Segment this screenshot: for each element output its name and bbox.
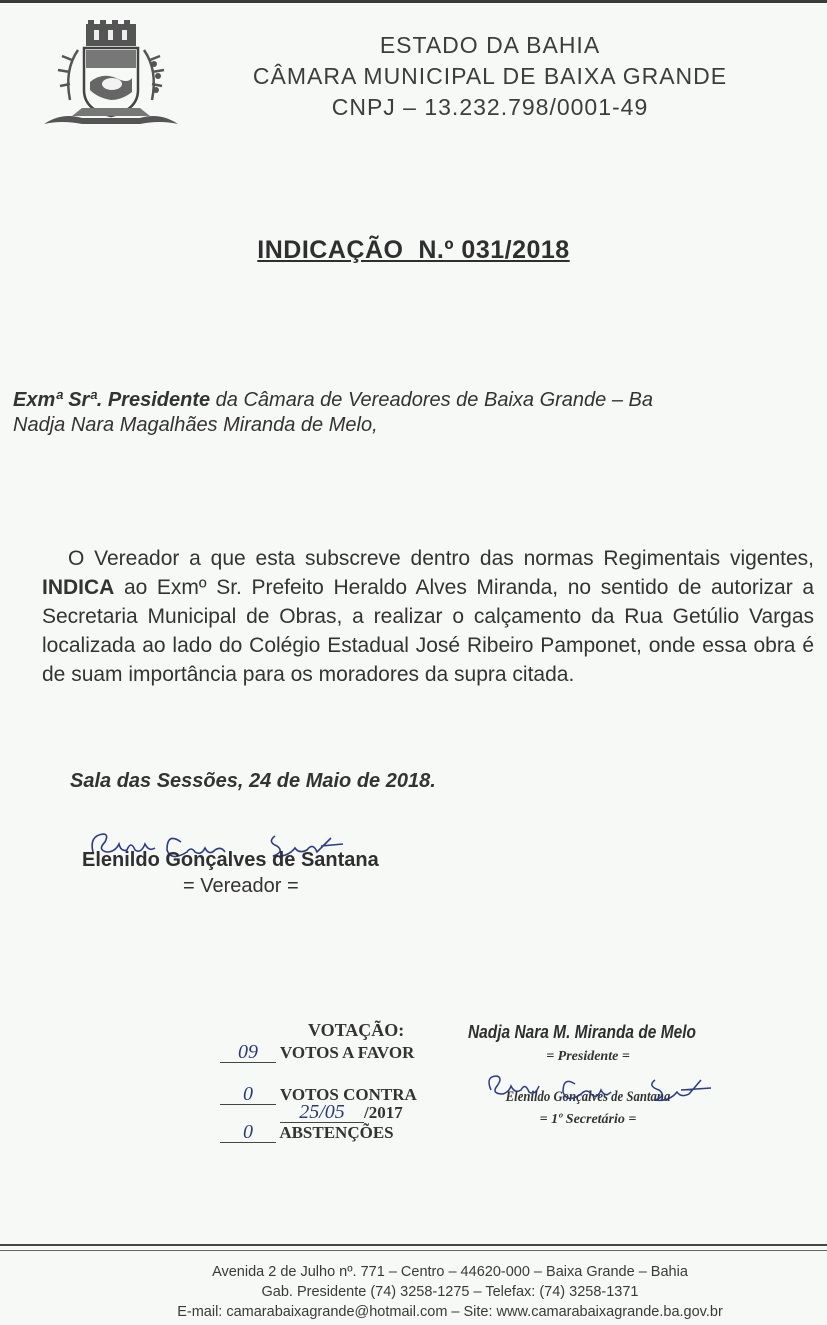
session-date: Sala das Sessões, 24 de Maio de 2018. bbox=[70, 770, 436, 792]
secretary-signature bbox=[475, 1070, 715, 1112]
salutation-name: Nadja Nara Magalhães Miranda de Melo, bbox=[13, 414, 378, 436]
salutation-rest: da Câmara de Vereadores de Baixa Grande – Ba bbox=[210, 389, 653, 411]
state-name: ESTADO DA BAHIA bbox=[379, 32, 601, 58]
president-role: = Presidente = bbox=[546, 1049, 630, 1064]
secretary-name: Elenildo Gonçalves de Santana bbox=[505, 1089, 671, 1105]
municipal-crest-logo bbox=[42, 20, 180, 132]
votes-abst-value: 0 bbox=[220, 1122, 276, 1143]
votes-favor-row bbox=[220, 1042, 414, 1064]
votes-abst-label: ABSTENÇÕES bbox=[279, 1123, 394, 1142]
footer-address: Avenida 2 de Julho nº. 771 – Centro – 44620-000 – Baixa Grande – Bahia bbox=[212, 1264, 688, 1280]
votes-favor-label: VOTOS A FAVOR bbox=[279, 1043, 415, 1062]
salutation-line bbox=[13, 388, 813, 413]
footer-divider bbox=[0, 1244, 827, 1246]
vote-date-value: 25/05 bbox=[280, 1102, 364, 1123]
vote-date-suffix: /2017 bbox=[364, 1103, 403, 1122]
votes-contra-value: 0 bbox=[220, 1084, 276, 1105]
votes-contra-label: VOTOS CONTRA bbox=[279, 1085, 417, 1104]
votes-abst-row bbox=[220, 1122, 394, 1144]
body-indica: INDICA bbox=[42, 576, 115, 599]
top-border bbox=[0, 0, 827, 3]
title-text: INDICAÇÃO N.º 031/2018 bbox=[257, 236, 570, 264]
body-part-3: ao Exmº Sr. Prefeito Heraldo Alves Miranda, no sentido de autorizar a Secretaria Municipal de Obras, a realizar o calçamento da Rua Getúlio Vargas localizada ao lado do Colégio Estadual José Ribeiro Pamponet, onde essa obra é de suam importância para os moradores da supra citada. bbox=[42, 576, 814, 686]
letterhead bbox=[200, 30, 780, 123]
voting-title: VOTAÇÃO: bbox=[308, 1020, 405, 1040]
cnpj: CNPJ – 13.232.798/0001-49 bbox=[331, 94, 649, 120]
votes-favor-value: 09 bbox=[220, 1042, 276, 1063]
footer-divider-thin bbox=[0, 1250, 827, 1251]
footer-contact: E-mail: camarabaixagrande@hotmail.com – Site: www.camarabaixagrande.ba.gov.br bbox=[177, 1304, 723, 1320]
footer bbox=[100, 1262, 800, 1322]
salutation bbox=[13, 388, 813, 438]
vote-date-row bbox=[280, 1102, 403, 1124]
signer-role: = Vereador = bbox=[183, 875, 299, 897]
footer-phones: Gab. Presidente (74) 3258-1275 – Telefax: (74) 3258-1371 bbox=[261, 1284, 639, 1300]
document-title bbox=[0, 236, 827, 265]
body-part-1: O Vereador a que esta subscreve dentro das normas Regimentais vigentes, bbox=[68, 547, 814, 570]
salutation-prefix: Exmª Srª. Presidente bbox=[13, 389, 211, 411]
president-name: Nadja Nara M. Miranda de Melo bbox=[468, 1022, 696, 1042]
chamber-name: CÂMARA MUNICIPAL DE BAIXA GRANDE bbox=[252, 63, 728, 89]
secretary-role: = 1º Secretário = bbox=[539, 1112, 637, 1127]
signer-name: Elenildo Gonçalves de Santana bbox=[82, 849, 379, 871]
body-paragraph bbox=[42, 544, 814, 689]
